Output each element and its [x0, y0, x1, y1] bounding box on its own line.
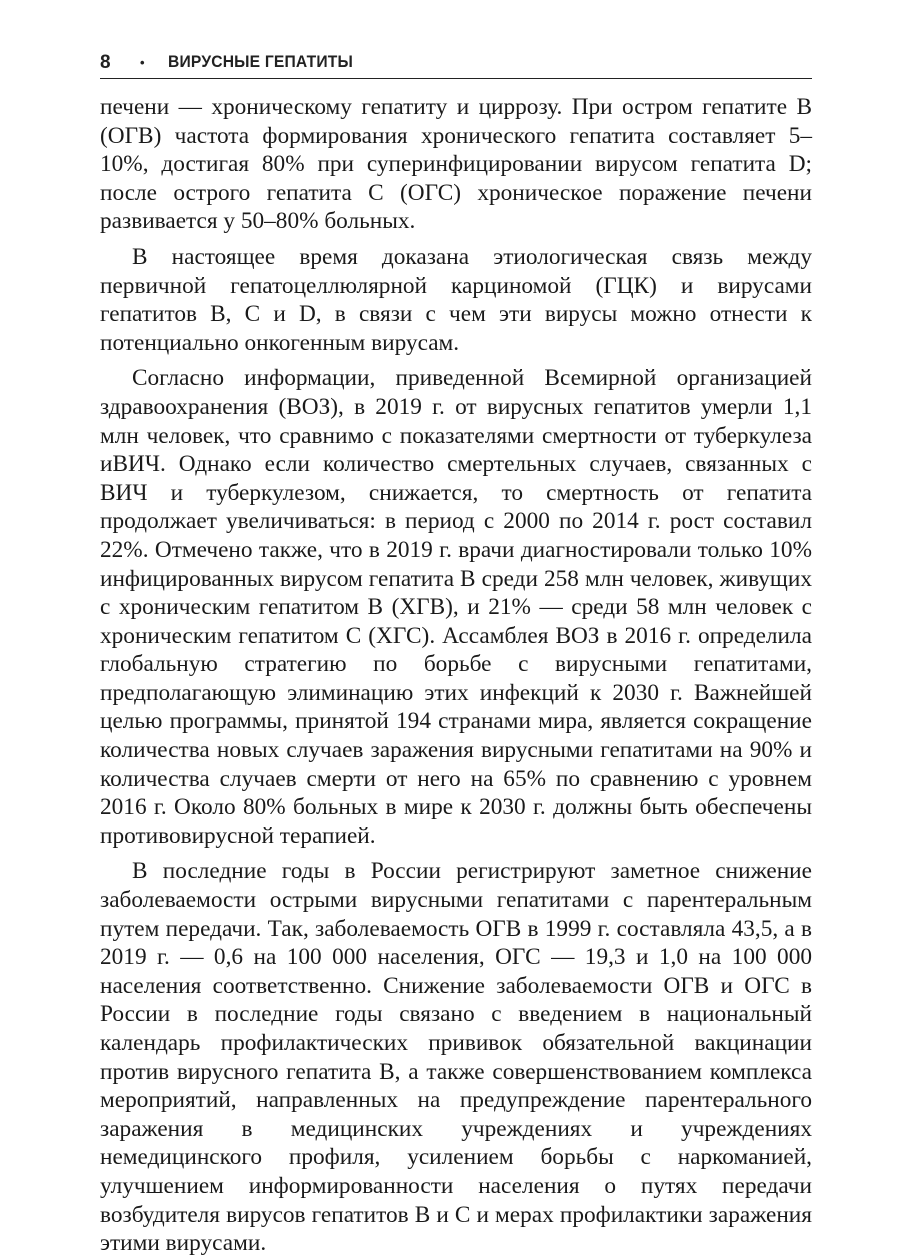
paragraph-continuation: печени — хроническому гепатиту и циррозу. При остром гепатите В (ОГВ) частота формирования хронического гепатита составляет 5–10%, достигая 80% при суперинфицировании вирусом гепатита D; после острого гепатита С (ОГС) хроническое поражение печени развивается у 50–80% больных.: [100, 94, 812, 235]
bullet-separator: •: [140, 55, 145, 70]
body-text: [100, 93, 812, 1258]
running-title: ВИРУСНЫЕ ГЕПАТИТЫ: [168, 52, 354, 71]
paragraph: В настоящее время доказана этиологическая связь между первичной гепатоцеллюлярной карциномой (ГЦК) и вирусами гепатитов В, С и D, в связи с чем эти вирусы можно отнести к потенциально онкогенным вирусам.: [100, 243, 812, 356]
paragraph: Согласно информации, приведенной Всемирной организацией здравоохранения (ВОЗ), в 2019 г. от вирусных гепатитов умерли 1,1 млн человек, что сравнимо с показателями смертности от туберкулеза иВИЧ. Однако если количество смертельных случаев, связанных с ВИЧ и туберкулезом, снижается, то смертность от гепатита продолжает увеличиваться: в период с 2000 по 2014 г. рост составил 22%. Отмечено также, что в 2019 г. врачи диагностировали только 10% инфицированных вирусом гепатита В среди 258 млн человек, живущих с хроническим гепатитом В (ХГВ), и 21% — среди 58 млн человек с хроническим гепатитом С (ХГС). Ассамблея ВОЗ в 2016 г. определила глобальную стратегию по борьбе с вирусными гепатитами, предполагающую элиминацию этих инфекций к 2030 г. Важнейшей целью программы, принятой 194 странами мира, является сокращение количества новых случаев заражения вирусными гепатитами на 90% и количества случаев смерти от него на 65% по сравнению с уровнем 2016 г. Около 80% больных в мире к 2030 г. должны быть обеспечены противовирусной терапией.: [100, 365, 812, 849]
page-number: 8: [100, 52, 111, 73]
running-header: [100, 44, 812, 79]
paragraph: В последние годы в России регистрируют заметное снижение заболеваемости острыми вирусными гепатитами с парентеральным путем передачи. Так, заболеваемость ОГВ в 1999 г. составляла 43,5, а в 2019 г. — 0,6 на 100 000 населения, ОГС — 19,3 и 1,0 на 100 000 населения соответственно. Снижение заболеваемости ОГВ и ОГС в России в последние годы связано с введением в национальный календарь профилактических прививок обязательной вакцинации против вирусного гепатита В, а также совершенствованием комплекса мероприятий, направленных на предупреждение парентерального заражения в медицинских учреждениях и учреждениях немедицинского профиля, усилением борьбы с наркоманией, улучшением информированности населения о путях передачи возбудителя вирусов гепатитов В и С и мерах профилактики заражения этими вирусами.: [100, 858, 812, 1257]
